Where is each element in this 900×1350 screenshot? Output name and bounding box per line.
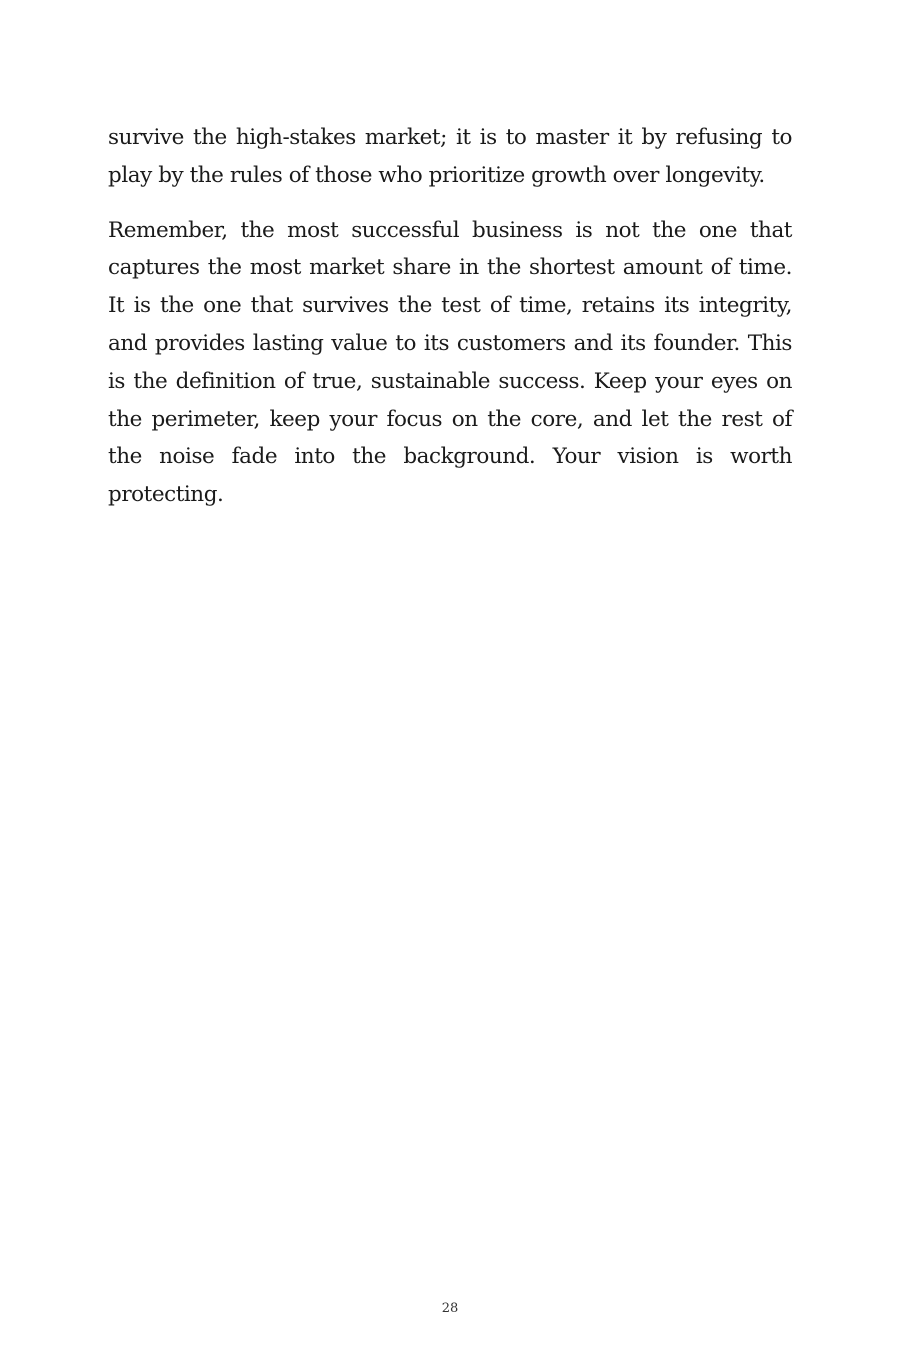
paragraph: survive the high-stakes market; it is to master it by refusing to play by the rules of those who prioritize growth over longevity. — [108, 125, 792, 188]
page-number: 28 — [441, 1301, 459, 1316]
body-text — [108, 119, 792, 531]
paragraph: Remember, the most successful business is not the one that captures the most market share in the shortest amount of time. It is the one that survives the test of time, retains its integrity, and provides lasting value to its customers and its founder. This is the definition of true, sustainable success. Keep your eyes on the perimeter, keep your focus on the core, and let the rest of the noise fade into the background. Your vision is worth protecting. — [108, 217, 792, 508]
